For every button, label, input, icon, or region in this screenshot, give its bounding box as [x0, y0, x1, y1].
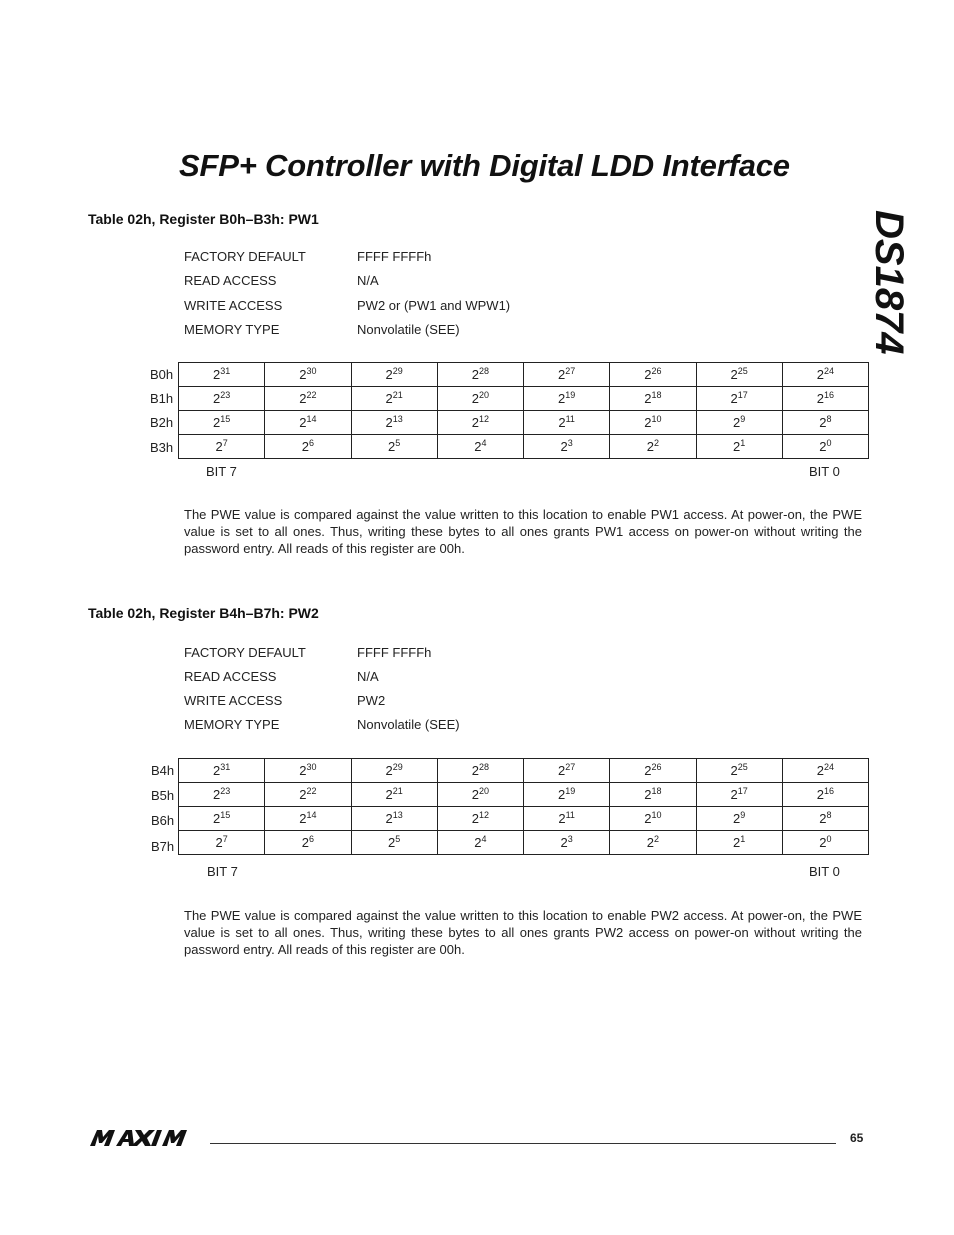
bit-cell [696, 831, 782, 855]
prop-label: MEMORY TYPE [184, 322, 280, 337]
bit-cell [437, 411, 523, 435]
prop-value: FFFF FFFFh [357, 645, 432, 660]
bit-cell [265, 807, 351, 831]
bit-cell [610, 759, 696, 783]
bit-cell [610, 783, 696, 807]
register-row [179, 783, 869, 807]
register-row [179, 387, 869, 411]
bit-base: 2 [471, 415, 479, 430]
register-address: B2h [150, 415, 174, 430]
bit-base: 2 [299, 415, 307, 430]
bit-base: 2 [733, 835, 741, 850]
maxim-logo [88, 1128, 200, 1153]
register-address: B7h [151, 839, 175, 854]
bit-exponent: 18 [651, 390, 662, 400]
bit-exponent: 21 [392, 786, 403, 796]
bit-cell [265, 831, 351, 855]
bit-base: 2 [646, 835, 654, 850]
bit-cell [351, 759, 437, 783]
bit-cell [610, 411, 696, 435]
bit-cell [696, 807, 782, 831]
bit-exponent: 19 [565, 786, 576, 796]
bit-exponent: 9 [740, 810, 746, 820]
bit-base: 2 [301, 835, 309, 850]
bit-cell [782, 831, 868, 855]
bit-0-label: BIT 0 [809, 864, 840, 879]
bit-base: 2 [385, 787, 393, 802]
bit-exponent: 4 [481, 834, 487, 844]
bit-exponent: 11 [565, 414, 575, 424]
register-address: B6h [151, 813, 175, 828]
bit-cell [696, 783, 782, 807]
footer-rule [210, 1143, 836, 1144]
bit-base: 2 [819, 835, 827, 850]
register-row [179, 759, 869, 783]
register-row [179, 435, 869, 459]
bit-cell [179, 807, 265, 831]
bit-base: 2 [385, 811, 393, 826]
bit-base: 2 [385, 415, 393, 430]
bit-exponent: 6 [308, 438, 314, 448]
bit-base: 2 [644, 367, 652, 382]
bit-base: 2 [299, 787, 307, 802]
bit-cell [782, 435, 868, 459]
bit-cell [696, 387, 782, 411]
bit-base: 2 [385, 391, 393, 406]
bit-base: 2 [213, 763, 221, 778]
bit-base: 2 [644, 763, 652, 778]
bit-exponent: 28 [478, 762, 489, 772]
bit-base: 2 [474, 835, 482, 850]
bit-base: 2 [819, 439, 827, 454]
bit-exponent: 31 [220, 762, 231, 772]
bit-cell [610, 387, 696, 411]
bit-exponent: 13 [392, 414, 403, 424]
register-address: B3h [150, 440, 174, 455]
register-row [179, 411, 869, 435]
bit-cell [179, 759, 265, 783]
bit-exponent: 25 [737, 762, 748, 772]
bit-cell [696, 363, 782, 387]
bit-base: 2 [819, 415, 827, 430]
bit-cell [524, 783, 610, 807]
register-row [179, 831, 869, 855]
maxim-logo-mark [88, 1128, 200, 1148]
bit-cell [179, 831, 265, 855]
bit-exponent: 0 [826, 438, 832, 448]
prop-label: FACTORY DEFAULT [184, 645, 306, 660]
bit-base: 2 [213, 367, 221, 382]
bit-exponent: 29 [392, 762, 403, 772]
bit-base: 2 [388, 835, 396, 850]
bit-cell [265, 759, 351, 783]
prop-label: WRITE ACCESS [184, 298, 283, 313]
bit-cell [179, 783, 265, 807]
prop-label: FACTORY DEFAULT [184, 249, 306, 264]
bit-exponent: 25 [737, 366, 748, 376]
bit-cell [351, 411, 437, 435]
bit-cell [179, 363, 265, 387]
bit-exponent: 1 [740, 438, 746, 448]
bit-exponent: 2 [653, 438, 659, 448]
bit-exponent: 23 [220, 786, 231, 796]
bit-cell [351, 435, 437, 459]
bit-cell [179, 387, 265, 411]
bit-exponent: 17 [737, 786, 748, 796]
bit-exponent: 12 [478, 414, 489, 424]
bit-exponent: 3 [567, 438, 573, 448]
prop-value: N/A [357, 273, 379, 288]
bit-cell [524, 831, 610, 855]
register-bit-table [178, 758, 869, 855]
prop-label: READ ACCESS [184, 273, 277, 288]
bit-exponent: 31 [220, 366, 231, 376]
bit-7-label: BIT 7 [206, 464, 237, 479]
bit-exponent: 27 [565, 762, 576, 772]
bit-exponent: 8 [826, 810, 832, 820]
bit-base: 2 [299, 391, 307, 406]
bit-cell [782, 363, 868, 387]
bit-base: 2 [816, 367, 824, 382]
section-heading-pw1: Table 02h, Register B0h–B3h: PW1 [88, 211, 319, 227]
register-row [179, 807, 869, 831]
bit-cell [524, 363, 610, 387]
bit-exponent: 7 [222, 438, 228, 448]
bit-exponent: 26 [651, 366, 662, 376]
bit-exponent: 7 [222, 834, 228, 844]
bit-exponent: 17 [737, 390, 748, 400]
bit-base: 2 [299, 367, 307, 382]
bit-base: 2 [299, 811, 307, 826]
bit-exponent: 5 [395, 834, 401, 844]
bit-base: 2 [646, 439, 654, 454]
bit-cell [610, 435, 696, 459]
register-address: B5h [151, 788, 175, 803]
bit-base: 2 [215, 439, 223, 454]
bit-base: 2 [471, 367, 479, 382]
bit-exponent: 22 [306, 786, 317, 796]
bit-exponent: 15 [220, 414, 231, 424]
bit-exponent: 12 [478, 810, 489, 820]
bit-exponent: 14 [306, 810, 317, 820]
bit-exponent: 15 [220, 810, 231, 820]
bit-cell [437, 807, 523, 831]
bit-cell [782, 759, 868, 783]
bit-cell [437, 435, 523, 459]
bit-exponent: 10 [651, 414, 662, 424]
bit-base: 2 [385, 367, 393, 382]
bit-cell [696, 759, 782, 783]
prop-label: MEMORY TYPE [184, 717, 280, 732]
register-address: B1h [150, 391, 174, 406]
bit-cell [524, 759, 610, 783]
bit-base: 2 [644, 811, 652, 826]
bit-exponent: 9 [740, 414, 746, 424]
bit-cell [265, 387, 351, 411]
prop-value: Nonvolatile (SEE) [357, 322, 460, 337]
bit-base: 2 [730, 763, 738, 778]
bit-cell [610, 363, 696, 387]
bit-exponent: 27 [565, 366, 576, 376]
bit-exponent: 22 [306, 390, 317, 400]
bit-cell [696, 411, 782, 435]
bit-cell [265, 363, 351, 387]
bit-cell [782, 387, 868, 411]
bit-cell [179, 435, 265, 459]
bit-base: 2 [730, 391, 738, 406]
bit-exponent: 30 [306, 366, 317, 376]
bit-base: 2 [471, 811, 479, 826]
bit-base: 2 [558, 763, 566, 778]
bit-cell [351, 387, 437, 411]
bit-exponent: 3 [567, 834, 573, 844]
bit-exponent: 16 [823, 390, 834, 400]
bit-base: 2 [819, 811, 827, 826]
bit-base: 2 [560, 835, 568, 850]
bit-base: 2 [644, 787, 652, 802]
bit-exponent: 5 [395, 438, 401, 448]
page-number: 65 [850, 1131, 864, 1145]
bit-exponent: 19 [565, 390, 576, 400]
bit-cell [524, 807, 610, 831]
bit-base: 2 [474, 439, 482, 454]
bit-exponent: 10 [651, 810, 662, 820]
bit-exponent: 21 [392, 390, 403, 400]
bit-exponent: 20 [478, 390, 489, 400]
register-description: The PWE value is compared against the value written to this location to enable PW1 access. At power-on, the PWE value is set to all ones. Thus, writing these bytes to all ones grants PW1 access on power-on without writing the password entry. All reads of this register are 00h. [184, 507, 862, 556]
bit-base: 2 [730, 367, 738, 382]
prop-value: N/A [357, 669, 379, 684]
bit-exponent: 2 [653, 834, 659, 844]
bit-cell [782, 411, 868, 435]
bit-cell [524, 387, 610, 411]
bit-0-label: BIT 0 [809, 464, 840, 479]
bit-base: 2 [299, 763, 307, 778]
bit-cell [265, 435, 351, 459]
bit-cell [524, 411, 610, 435]
bit-cell [351, 783, 437, 807]
bit-cell [351, 363, 437, 387]
prop-value: PW2 or (PW1 and WPW1) [357, 298, 511, 313]
bit-base: 2 [560, 439, 568, 454]
bit-exponent: 14 [306, 414, 317, 424]
bit-exponent: 28 [478, 366, 489, 376]
bit-exponent: 8 [826, 414, 832, 424]
bit-cell [524, 435, 610, 459]
bit-cell [610, 807, 696, 831]
bit-cell [265, 411, 351, 435]
bit-base: 2 [558, 391, 566, 406]
register-description: The PWE value is compared against the value written to this location to enable PW2 access. At power-on, the PWE value is set to all ones. Thus, writing these bytes to all ones grants PW2 access on power-on without writing the password entry. All reads of this register are 00h. [184, 908, 862, 957]
bit-exponent: 11 [565, 810, 575, 820]
bit-base: 2 [471, 787, 479, 802]
bit-cell [437, 783, 523, 807]
prop-value: FFFF FFFFh [357, 249, 432, 264]
register-address: B4h [151, 763, 175, 778]
bit-cell [782, 783, 868, 807]
bit-cell [351, 831, 437, 855]
prop-label: WRITE ACCESS [184, 693, 283, 708]
bit-base: 2 [644, 391, 652, 406]
bit-cell [437, 387, 523, 411]
bit-exponent: 0 [826, 834, 832, 844]
bit-exponent: 16 [823, 786, 834, 796]
bit-exponent: 24 [823, 366, 834, 376]
register-address: B0h [150, 367, 174, 382]
register-bit-table [178, 362, 869, 459]
bit-cell [437, 831, 523, 855]
bit-7-label: BIT 7 [207, 864, 238, 879]
bit-base: 2 [215, 835, 223, 850]
bit-exponent: 23 [220, 390, 231, 400]
bit-base: 2 [730, 787, 738, 802]
bit-base: 2 [558, 415, 566, 430]
bit-exponent: 20 [478, 786, 489, 796]
bit-base: 2 [733, 415, 741, 430]
bit-exponent: 24 [823, 762, 834, 772]
bit-exponent: 26 [651, 762, 662, 772]
prop-value: Nonvolatile (SEE) [357, 717, 460, 732]
bit-base: 2 [213, 415, 221, 430]
bit-base: 2 [733, 811, 741, 826]
bit-base: 2 [213, 391, 221, 406]
prop-value: PW2 [357, 693, 386, 708]
bit-base: 2 [816, 391, 824, 406]
bit-exponent: 13 [392, 810, 403, 820]
bit-base: 2 [644, 415, 652, 430]
bit-base: 2 [471, 391, 479, 406]
bit-cell [437, 759, 523, 783]
bit-base: 2 [558, 367, 566, 382]
bit-cell [265, 783, 351, 807]
bit-cell [179, 411, 265, 435]
bit-cell [782, 807, 868, 831]
bit-base: 2 [558, 787, 566, 802]
bit-base: 2 [471, 763, 479, 778]
bit-exponent: 29 [392, 366, 403, 376]
bit-base: 2 [816, 787, 824, 802]
bit-cell [696, 435, 782, 459]
bit-base: 2 [388, 439, 396, 454]
section-heading-pw2: Table 02h, Register B4h–B7h: PW2 [88, 605, 319, 621]
bit-base: 2 [213, 811, 221, 826]
bit-exponent: 1 [740, 834, 746, 844]
register-row [179, 363, 869, 387]
bit-base: 2 [213, 787, 221, 802]
prop-label: READ ACCESS [184, 669, 277, 684]
bit-cell [437, 363, 523, 387]
bit-base: 2 [301, 439, 309, 454]
side-part-number: DS1874 [867, 210, 911, 355]
bit-exponent: 6 [308, 834, 314, 844]
bit-cell [610, 831, 696, 855]
bit-exponent: 18 [651, 786, 662, 796]
bit-base: 2 [816, 763, 824, 778]
bit-base: 2 [385, 763, 393, 778]
bit-exponent: 30 [306, 762, 317, 772]
page-title: SFP+ Controller with Digital LDD Interface [179, 148, 790, 183]
bit-exponent: 4 [481, 438, 487, 448]
bit-base: 2 [733, 439, 741, 454]
bit-base: 2 [558, 811, 566, 826]
bit-cell [351, 807, 437, 831]
